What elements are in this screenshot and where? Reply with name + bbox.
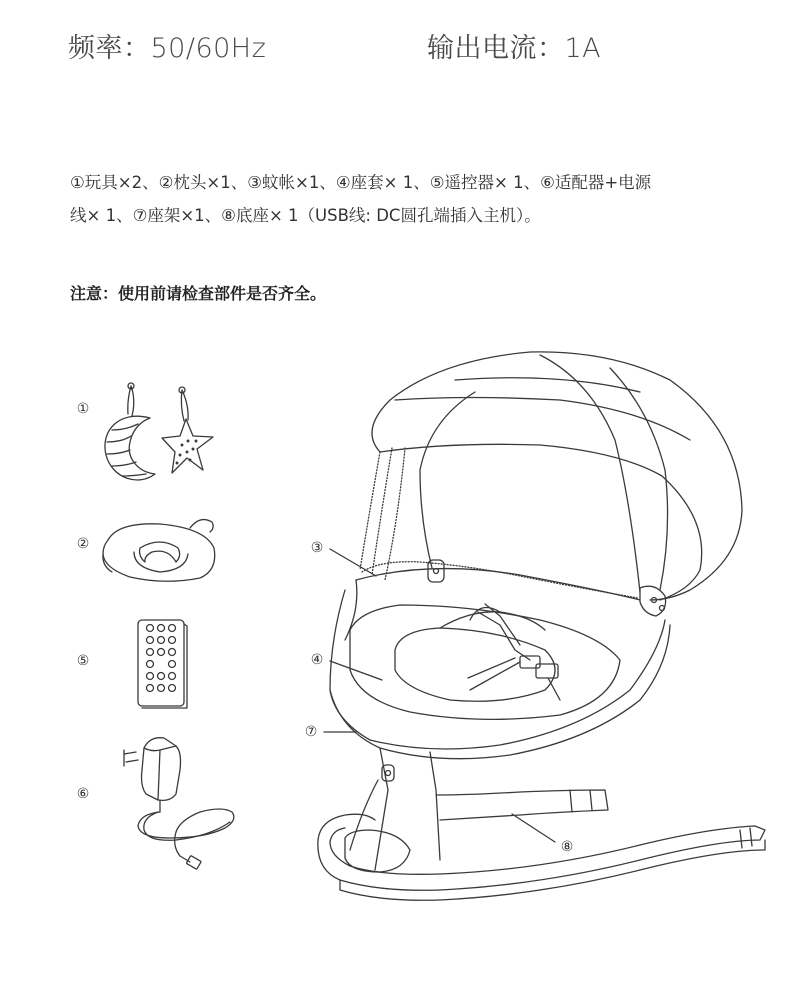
pillow-illustration [103, 520, 215, 582]
callout-net: ③ [310, 540, 324, 556]
moon-toy-icon [105, 383, 155, 480]
contents-line-2: 线× 1、⑦座架×1、⑧底座× 1（USB线: DC圆孔端插入主机）。 [70, 206, 541, 225]
callout-base: ⑧ [560, 839, 574, 855]
callout-toys: ① [76, 401, 90, 417]
frequency-spec: 频率：50/60Hz [68, 33, 267, 64]
callout-leaders [324, 549, 555, 842]
contents-line-1: ①玩具×2、②枕头×1、③蚊帐×1、④座套× 1、⑤遥控器× 1、⑥适配器+电源 [70, 173, 652, 192]
swing-illustration [318, 352, 765, 900]
notice-text: 注意：使用前请检查部件是否齐全。 [70, 284, 327, 303]
callout-seat-frame: ⑦ [304, 724, 318, 740]
star-toy-icon [162, 387, 213, 473]
callout-remote: ⑤ [76, 653, 90, 669]
remote-illustration [138, 620, 187, 708]
adapter-illustration [124, 738, 234, 870]
callout-pillow: ② [76, 536, 90, 552]
callout-seat-cover: ④ [310, 652, 324, 668]
toys-illustration [105, 383, 213, 480]
output-current-spec: 输出电流：1A [427, 33, 602, 64]
callout-adapter: ⑥ [76, 786, 90, 802]
